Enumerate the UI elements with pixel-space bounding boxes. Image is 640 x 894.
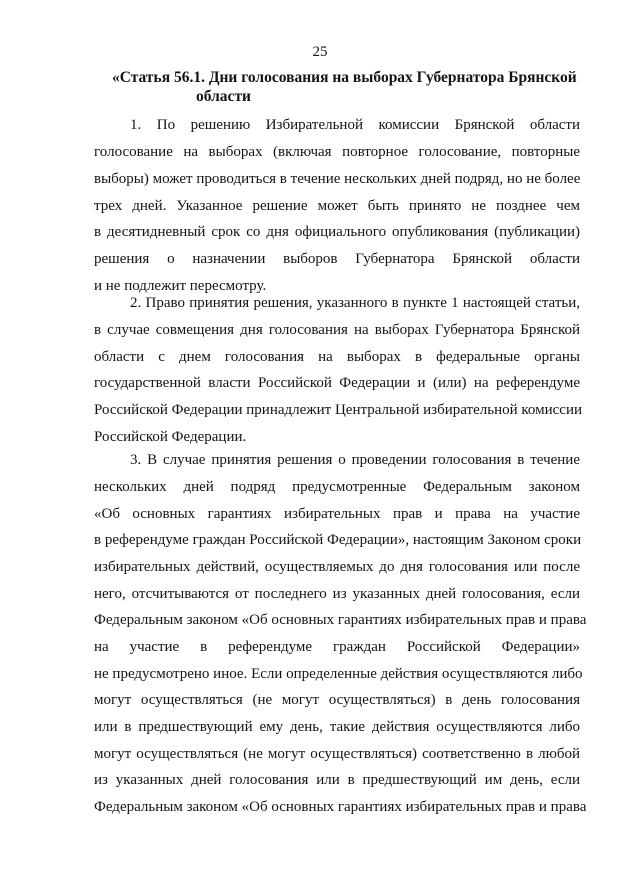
text-line: Российской Федерации. xyxy=(94,429,247,445)
text-line: в референдуме граждан Российской Федерации», настоящим Законом сроки xyxy=(94,532,582,548)
text-line: 1. По решению Избирательной комиссии Брянской области xyxy=(130,117,580,133)
text-line: могут осуществляться (не могут осуществляться) соответственно в любой xyxy=(94,746,580,762)
text-line: нескольких дней подряд предусмотренные Федеральным законом xyxy=(94,479,580,495)
text-line: Федеральным законом «Об основных гарантиях избирательных прав и права xyxy=(94,799,587,815)
text-line: из указанных дней голосования или в предшествующий им день, если xyxy=(94,772,580,788)
page-number: 25 xyxy=(312,44,328,60)
text-line: в десятидневный срок со дня официального опубликования (публикации) xyxy=(94,224,580,240)
article-heading-line-2: области xyxy=(196,88,251,105)
text-line: могут осуществляться (не могут осуществляться) в день голосования xyxy=(94,692,580,708)
text-line: избирательных действий, осуществляемых до дня голосования или после xyxy=(94,559,580,575)
text-line: него, отсчитываются от последнего из указанных дней голосования, если xyxy=(94,586,580,602)
text-line: 2. Право принятия решения, указанного в пункте 1 настоящей статьи, xyxy=(130,295,580,311)
text-line: трех дней. Указанное решение может быть принято не позднее чем xyxy=(94,198,580,214)
text-line: Федеральным законом «Об основных гарантиях избирательных прав и права xyxy=(94,612,587,628)
text-line: 3. В случае принятия решения о проведении голосования в течение xyxy=(130,452,580,468)
text-line: выборы) может проводиться в течение нескольких дней подряд, но не более xyxy=(94,171,581,187)
text-line: в случае совмещения дня голосования на выборах Губернатора Брянской xyxy=(94,322,580,338)
text-line: на участие в референдуме граждан Российской Федерации» xyxy=(94,639,580,655)
article-heading xyxy=(112,68,592,106)
text-line: не предусмотрено иное. Если определенные действия осуществляются либо xyxy=(94,666,583,682)
text-line: «Об основных гарантиях избирательных прав и права на участие xyxy=(94,506,580,522)
text-line: государственной власти Российской Федерации и (или) на референдуме xyxy=(94,375,580,391)
text-line: и не подлежит пересмотру. xyxy=(94,278,267,294)
text-line: голосование на выборах (включая повторное голосование, повторные xyxy=(94,144,580,160)
text-line: Российской Федерации принадлежит Центральной избирательной комиссии xyxy=(94,402,583,418)
text-line: или в предшествующий ему день, такие действия осуществляются либо xyxy=(94,719,580,735)
article-heading-line-1: «Статья 56.1. Дни голосования на выборах Губернатора Брянской xyxy=(112,69,577,86)
text-line: области с днем голосования на выборах в федеральные органы xyxy=(94,349,580,365)
text-line: решения о назначении выборов Губернатора Брянской области xyxy=(94,251,580,267)
